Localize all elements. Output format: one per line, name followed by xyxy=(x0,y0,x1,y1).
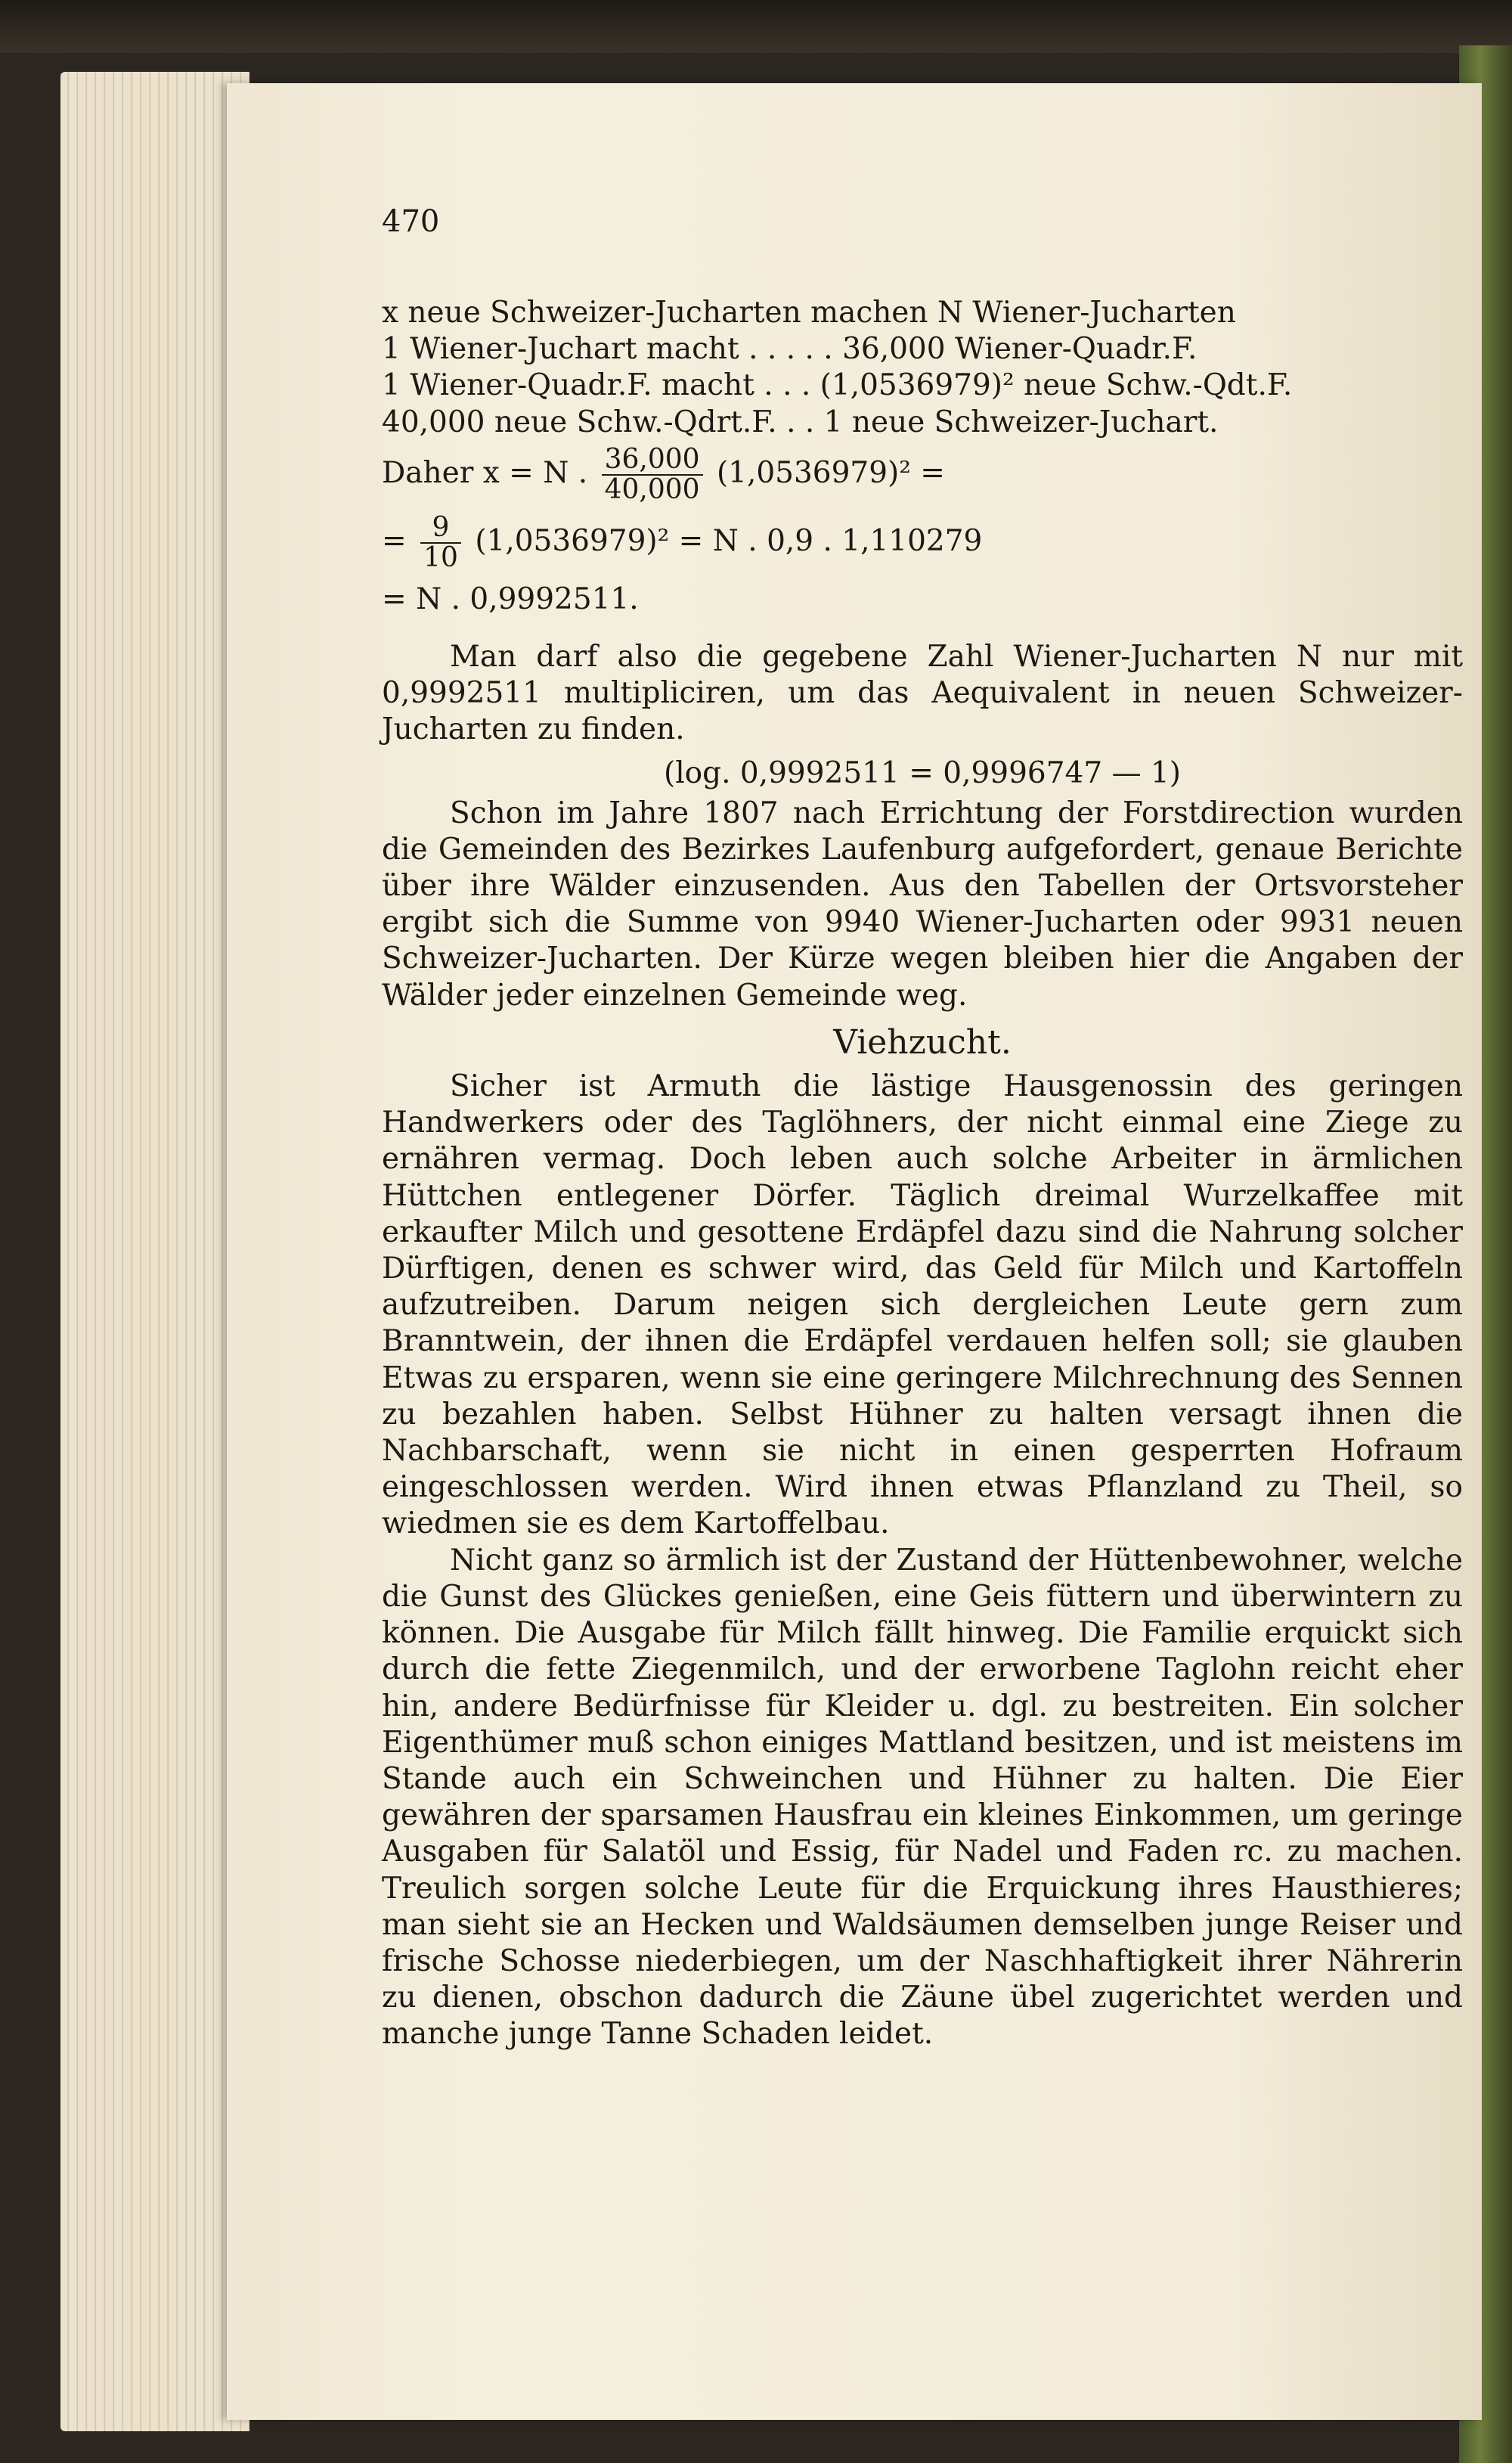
section-heading: Viehzucht. xyxy=(833,1022,1012,1062)
equation-line-1 xyxy=(382,445,1463,513)
conversion-line-4: 40,000 neue Schw.-Qdrt.F. . . 1 neue Schweizer-Juchart. xyxy=(382,405,1219,439)
equation-line-2 xyxy=(382,513,1463,582)
fraction-2-numerator: 9 xyxy=(420,513,461,544)
conversion-line-2: 1 Wiener-Juchart macht . . . . . 36,000 Wiener-Quadr.F. xyxy=(382,332,1198,367)
paragraph-aequivalent: Man darf also die gegebene Zahl Wiener-Jucharten N nur mit 0,9992511 multipliciren, um das Aequivalent in neuen Schweizer-Jucharten zu finden. xyxy=(382,639,1463,747)
equation-line-3: = N . 0,9992511. xyxy=(382,582,639,616)
page-number: 470 xyxy=(382,204,440,239)
book-page xyxy=(227,83,1482,2420)
fraction-2 xyxy=(420,513,461,572)
book-cover-top xyxy=(0,0,1512,53)
fraction-1 xyxy=(602,445,703,504)
fraction-2-denominator: 10 xyxy=(423,541,458,573)
conversion-line-1: x neue Schweizer-Jucharten machen N Wiener-Jucharten xyxy=(382,296,1236,330)
equation-1-prefix: Daher x = N . xyxy=(382,455,588,490)
fraction-1-numerator: 36,000 xyxy=(602,445,703,476)
log-equation: (log. 0,9992511 = 0,9996747 — 1) xyxy=(663,756,1182,791)
page-edges xyxy=(60,72,249,2431)
paragraph-huettenbewohner: Nicht ganz so ärmlich ist der Zustand der Hüttenbewohner, welche die Gunst des Glückes genießen, eine Geis füttern und überwintern zu können. Die Ausgabe für Milch fällt hinweg. Die Familie erquickt sich durch die fette Ziegenmilch, und der erworbene Taglohn reicht eher hin, andere Bedürfnisse für Kleider u. dgl. zu bestreiten. Ein solcher Eigenthümer muß schon einiges Mattland besitzen, und ist meistens im Stande auch ein Schweinchen und Hühner zu halten. Die Eier gewähren der sparsamen Hausfrau ein kleines Einkommen, um geringe Ausgaben für Salatöl und Essig, für Nadel und Faden rc. zu machen. Treulich sorgen solche Leute für die Erquickung ihres Hausthieres; man sieht sie an Hecken und Waldsäumen demselben junge Reiser und frische Schosse niederbiegen, um der Naschhaftigkeit ihrer Nährerin zu dienen, obschon dadurch die Zäune übel zugerichtet werden und manche junge Tanne Schaden leidet. xyxy=(382,1543,1463,2052)
fraction-1-denominator: 40,000 xyxy=(604,473,700,505)
page-text xyxy=(382,295,1463,2053)
paragraph-forstdirection: Schon im Jahre 1807 nach Errichtung der Forstdirection wurden die Gemeinden des Bezirkes Laufenburg aufgefordert, genaue Berichte über ihre Wälder einzusenden. Aus den Tabellen der Ortsvorsteher ergibt sich die Summe von 9940 Wiener-Jucharten oder 9931 neuen Schweizer-Jucharten. Der Kürze wegen bleiben hier die Angaben der Wälder jeder einzelnen Gemeinde weg. xyxy=(382,796,1463,1013)
equation-2-suffix: (1,0536979)² = N . 0,9 . 1,110279 xyxy=(475,523,983,558)
equation-1-suffix: (1,0536979)² = xyxy=(716,455,945,490)
equation-2-prefix: = xyxy=(382,523,407,558)
conversion-line-3: 1 Wiener-Quadr.F. macht . . . (1,0536979)² neue Schw.-Qdt.F. xyxy=(382,368,1293,403)
paragraph-armuth: Sicher ist Armuth die lästige Hausgenossin des geringen Handwerkers oder des Taglöhners, der nicht einmal eine Ziege zu ernähren vermag. Doch leben auch solche Arbeiter in ärmlichen Hüttchen entlegener Dörfer. Täglich dreimal Wurzelkaffee mit erkaufter Milch und gesottene Erdäpfel dazu sind die Nahrung solcher Dürftigen, denen es schwer wird, das Geld für Milch und Kartoffeln aufzutreiben. Darum neigen sich dergleichen Leute gern zum Branntwein, der ihnen die Erdäpfel verdauen helfen soll; sie glauben Etwas zu ersparen, wenn sie eine geringere Milchrechnung des Sennen zu bezahlen haben. Selbst Hühner zu halten versagt ihnen die Nachbarschaft, wenn sie nicht in einen gesperrten Hofraum eingeschlossen werden. Wird ihnen etwas Pflanzland zu Theil, so wiedmen sie es dem Kartoffelbau. xyxy=(382,1069,1463,1541)
equation-block xyxy=(382,445,1463,630)
